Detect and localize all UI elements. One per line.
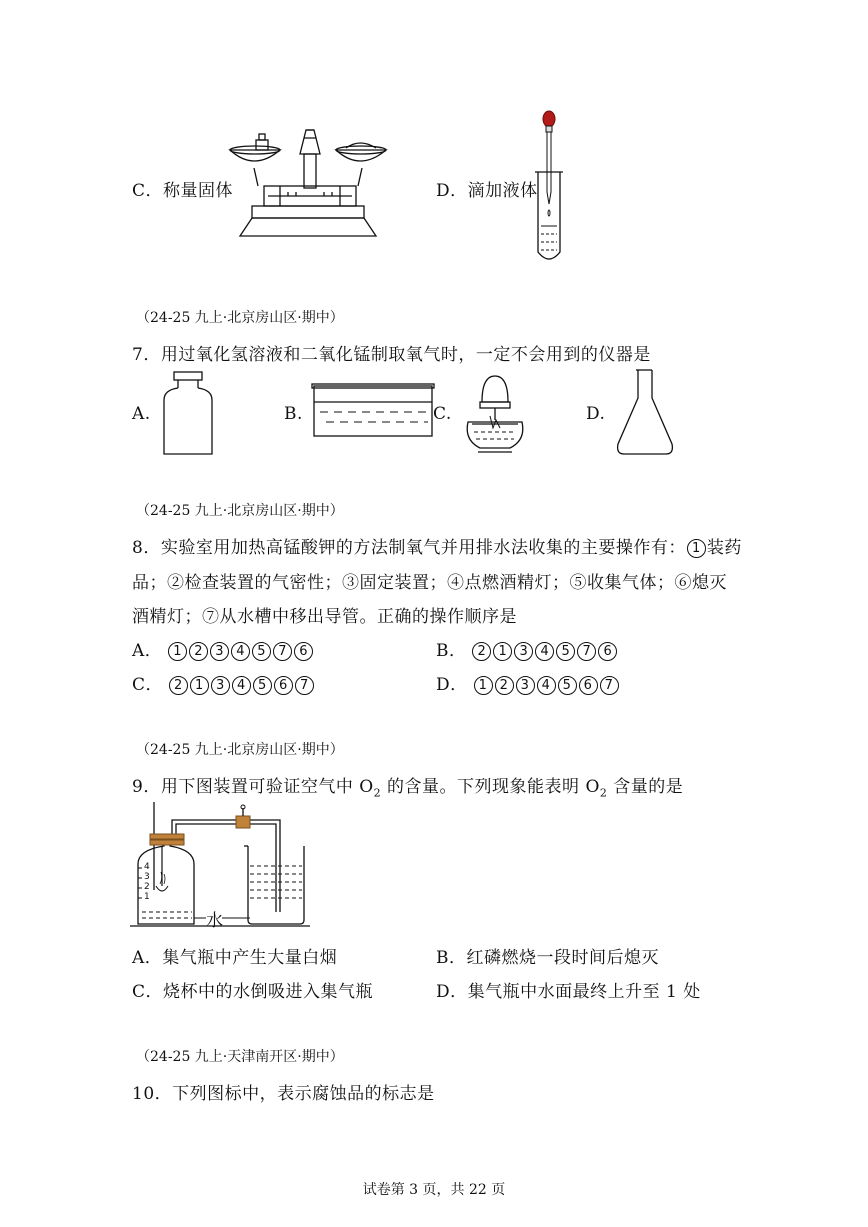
step-circle-3: 3	[514, 642, 533, 661]
step-circle-1: 1	[493, 642, 512, 661]
q8-option-b-label: B．	[436, 641, 467, 661]
q8-stem-line3: 酒精灯；⑦从水槽中移出导管。正确的操作顺序是	[132, 607, 517, 627]
q9-stem-a: 9．用下图装置可验证空气中 O	[132, 777, 374, 797]
q8-option-b	[436, 636, 619, 661]
scale-label-4: 4	[144, 862, 150, 872]
q8-stem-line1-suffix: 装药	[706, 538, 742, 558]
step-circle-4: 4	[231, 642, 250, 661]
wide-mouth-bottle-figure	[160, 370, 216, 458]
water-trough-figure	[310, 380, 436, 440]
balance-scale-figure	[228, 126, 388, 242]
scale-label-1: 1	[144, 892, 150, 902]
q9-option-c: C．烧杯中的水倒吸进入集气瓶	[132, 982, 374, 1002]
q7-source: （24-25 九上·北京房山区·期中）	[136, 310, 344, 326]
q8-source: （24-25 九上·北京房山区·期中）	[136, 503, 344, 519]
step-circle-1: 1	[190, 676, 209, 695]
step-number-1: 1	[687, 539, 706, 558]
q7-option-c-label: C.	[433, 404, 452, 424]
water-label: 水	[206, 911, 224, 931]
step-circle-5: 5	[558, 676, 577, 695]
step-circle-5: 5	[556, 642, 575, 661]
q8-option-c-seq	[169, 675, 316, 695]
step-circle-6: 6	[294, 642, 313, 661]
q9-option-d: D．集气瓶中水面最终上升至 1 处	[436, 982, 701, 1002]
q9-stem-b: 的含量。下列现象能表明 O	[381, 777, 600, 797]
q9-option-b: B．红磷燃烧一段时间后熄灭	[436, 948, 659, 968]
q8-option-a-seq	[168, 641, 315, 661]
step-circle-7: 7	[577, 642, 596, 661]
q9-stem-c: 含量的是	[607, 777, 684, 797]
q7-stem: 7．用过氧化氢溶液和二氧化锰制取氧气时，一定不会用到的仪器是	[132, 345, 651, 365]
q10-stem: 10．下列图标中，表示腐蚀品的标志是	[132, 1084, 435, 1104]
step-circle-4: 4	[232, 676, 251, 695]
q7-option-d-label: D.	[586, 404, 606, 424]
q7-option-b-label: B.	[284, 404, 303, 424]
step-circle-3: 3	[210, 642, 229, 661]
step-circle-7: 7	[600, 676, 619, 695]
q10-source: （24-25 九上·天津南开区·期中）	[136, 1049, 344, 1065]
q9-option-a: A．集气瓶中产生大量白烟	[132, 948, 338, 968]
step-circle-6: 6	[274, 676, 293, 695]
q9-source: （24-25 九上·北京房山区·期中）	[136, 742, 344, 758]
q8-option-d-label: D．	[436, 675, 468, 695]
q6-option-c-label: C．称量固体	[132, 181, 234, 201]
step-circle-2: 2	[472, 642, 491, 661]
q8-stem-line1-prefix: 8．实验室用加热高锰酸钾的方法制氧气并用排水法收集的主要操作有：	[132, 538, 686, 558]
step-circle-4: 4	[535, 642, 554, 661]
step-circle-7: 7	[273, 642, 292, 661]
scale-label-3: 3	[144, 872, 150, 882]
q8-option-a-label: A．	[132, 641, 163, 661]
step-circle-3: 3	[516, 676, 535, 695]
step-circle-4: 4	[537, 676, 556, 695]
step-circle-5: 5	[253, 676, 272, 695]
step-circle-1: 1	[474, 676, 493, 695]
q9-stem	[132, 772, 683, 799]
scale-label-2: 2	[144, 882, 150, 892]
q8-option-a	[132, 636, 315, 661]
step-circle-6: 6	[598, 642, 617, 661]
q8-option-b-seq	[472, 641, 619, 661]
q6-option-d-label: D．滴加液体	[436, 181, 538, 201]
step-circle-2: 2	[189, 642, 208, 661]
q8-option-c	[132, 670, 316, 695]
step-circle-2: 2	[495, 676, 514, 695]
step-circle-5: 5	[252, 642, 271, 661]
q9-stem-sub-2: 2	[599, 786, 608, 800]
alcohol-lamp-figure	[460, 368, 530, 456]
bottle-scale-labels	[144, 862, 150, 902]
step-circle-6: 6	[579, 676, 598, 695]
q8-option-c-label: C．	[132, 675, 164, 695]
step-circle-1: 1	[168, 642, 187, 661]
conical-flask-figure	[614, 368, 676, 458]
step-circle-2: 2	[169, 676, 188, 695]
q8-option-d	[436, 670, 621, 695]
q8-option-d-seq	[474, 675, 621, 695]
step-circle-7: 7	[295, 676, 314, 695]
step-circle-3: 3	[211, 676, 230, 695]
dropper-test-tube-figure	[532, 108, 568, 264]
page-footer: 试卷第 3 页，共 22 页	[362, 1182, 506, 1198]
q7-option-a-label: A.	[132, 404, 151, 424]
q8-stem-line1	[132, 533, 742, 558]
q9-stem-sub-1: 2	[373, 786, 382, 800]
q8-stem-line2: 品；②检查装置的气密性；③固定装置；④点燃酒精灯；⑤收集气体；⑥熄灭	[132, 573, 727, 593]
